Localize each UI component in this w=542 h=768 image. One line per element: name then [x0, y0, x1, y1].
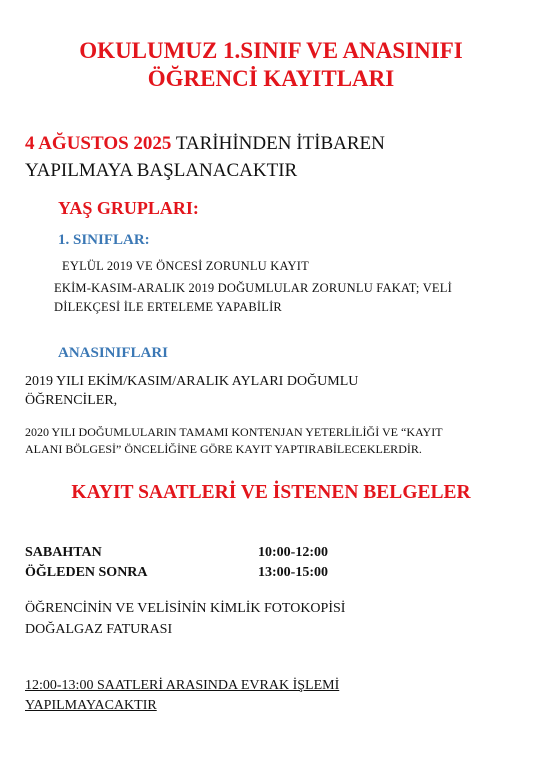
- kindergarten-line3: 2020 YILI DOĞUMLULARIN TAMAMI KONTENJAN YETERLİLİĞİ VE “KAYIT: [25, 425, 443, 439]
- hours-row-label: SABAHTAN: [25, 545, 102, 560]
- start-date-rest: TARİHİNDEN İTİBAREN: [171, 133, 385, 154]
- documents-line2: DOĞALGAZ FATURASI: [25, 622, 173, 637]
- kindergarten-line2: ÖĞRENCİLER,: [25, 393, 118, 408]
- kindergarten-line4: ALANI BÖLGESİ” ÖNCELİĞİNE GÖRE KAYIT YAPTIRABİLECEKLERDİR.: [25, 442, 422, 456]
- kindergarten-heading: ANASINIFLARI: [58, 345, 169, 361]
- hours-row-time: 10:00-12:00: [258, 545, 328, 560]
- kindergarten-line1: 2019 YILI EKİM/KASIM/ARALIK AYLARI DOĞUMLU: [25, 374, 359, 389]
- grade1-line1: EYLÜL 2019 VE ÖNCESİ ZORUNLU KAYIT: [62, 259, 309, 273]
- hours-row-time: 13:00-15:00: [258, 565, 328, 580]
- hours-row-label: ÖĞLEDEN SONRA: [25, 565, 148, 580]
- note-line1: 12:00-13:00 SAATLERİ ARASINDA EVRAK İŞLEMİ: [25, 678, 340, 693]
- page-title-line1: OKULUMUZ 1.SINIF VE ANASINIFI: [79, 38, 463, 63]
- start-date: 4 AĞUSTOS 2025: [25, 133, 172, 154]
- grade1-heading: 1. SINIFLAR:: [58, 232, 150, 248]
- hours-heading: KAYIT SAATLERİ VE İSTENEN BELGELER: [71, 482, 471, 503]
- grade1-line2: EKİM-KASIM-ARALIK 2019 DOĞUMLULAR ZORUNLU FAKAT; VELİ: [54, 281, 452, 295]
- page-title-line2: ÖĞRENCİ KAYITLARI: [147, 66, 395, 91]
- start-date-line1: [25, 133, 385, 155]
- start-date-line2: YAPILMAYA BAŞLANACAKTIR: [25, 160, 298, 181]
- age-groups-heading: YAŞ GRUPLARI:: [58, 198, 199, 218]
- documents-line1: ÖĞRENCİNİN VE VELİSİNİN KİMLİK FOTOKOPİSİ: [25, 601, 346, 616]
- grade1-line3: DİLEKÇESİ İLE ERTELEME YAPABİLİR: [54, 300, 282, 314]
- note-line2: YAPILMAYACAKTIR: [25, 698, 157, 713]
